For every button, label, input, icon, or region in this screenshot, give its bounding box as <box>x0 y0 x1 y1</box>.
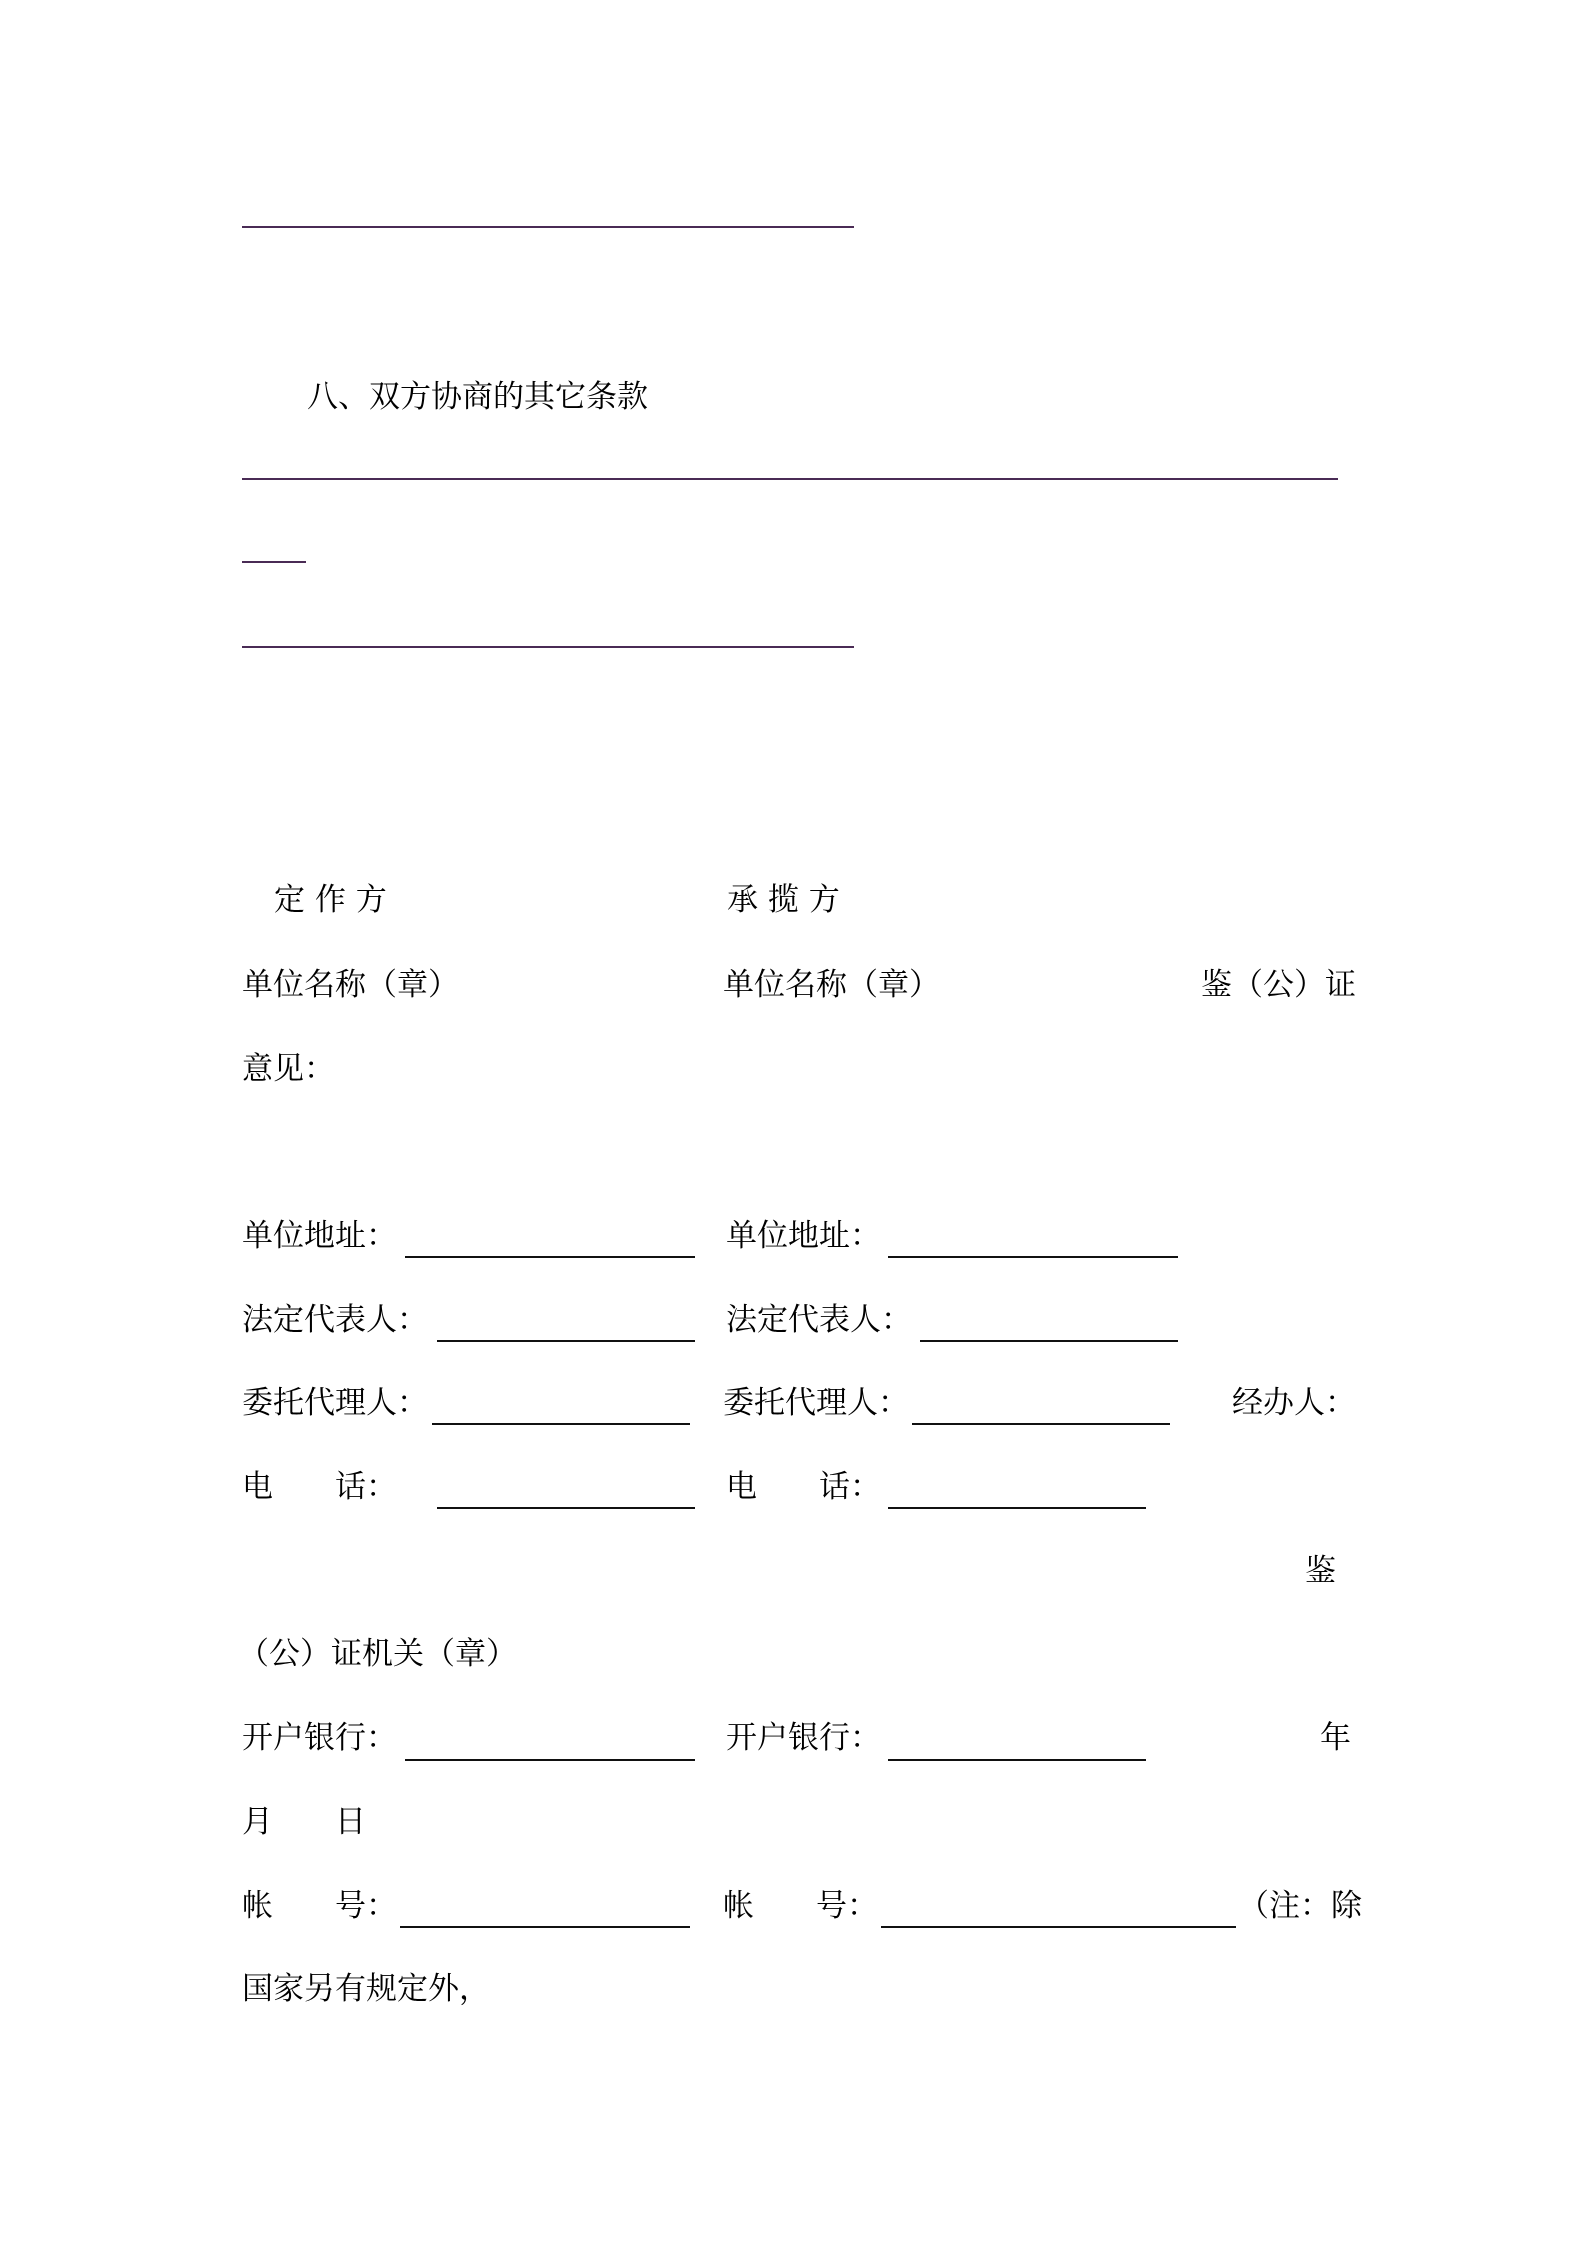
phone-right-field[interactable] <box>888 1507 1146 1509</box>
agent-right-field[interactable] <box>912 1423 1170 1425</box>
section-heading: 八、双方协商的其它条款 <box>307 379 648 415</box>
address-left-label: 单位地址： <box>242 1218 397 1254</box>
address-right-label: 单位地址： <box>726 1218 881 1254</box>
notary-opinion-label-cont: 意见： <box>242 1051 335 1087</box>
note-text: （注：除 <box>1238 1888 1362 1924</box>
agent-left-field[interactable] <box>432 1423 690 1425</box>
blank-line-3 <box>242 561 306 563</box>
agent-right-label: 委托代理人： <box>723 1385 909 1421</box>
contractor-title: 承 揽 方 <box>727 882 840 918</box>
handler-label: 经办人： <box>1232 1385 1356 1421</box>
orderer-title: 定 作 方 <box>274 882 387 918</box>
blank-line-4 <box>242 646 854 648</box>
bank-right-field[interactable] <box>888 1759 1146 1761</box>
legal-rep-left-field[interactable] <box>437 1340 695 1342</box>
account-left-field[interactable] <box>400 1926 690 1928</box>
bank-right-label: 开户银行： <box>726 1720 881 1756</box>
legal-rep-right-label: 法定代表人： <box>726 1302 912 1338</box>
month-day-label: 月 日 <box>242 1804 366 1840</box>
year-label: 年 <box>1320 1720 1351 1756</box>
account-right-field[interactable] <box>881 1926 1236 1928</box>
bank-left-field[interactable] <box>405 1759 695 1761</box>
notary-org-label-cont: （公）证机关（章） <box>238 1636 517 1672</box>
blank-line-1 <box>242 226 854 228</box>
agent-left-label: 委托代理人： <box>242 1385 428 1421</box>
account-right-label: 帐 号： <box>723 1888 878 1924</box>
bank-left-label: 开户银行： <box>242 1720 397 1756</box>
notary-opinion-label: 鉴（公）证 <box>1201 967 1356 1003</box>
address-left-field[interactable] <box>405 1256 695 1258</box>
legal-rep-right-field[interactable] <box>920 1340 1178 1342</box>
phone-left-label: 电 话： <box>242 1469 397 1505</box>
phone-right-label: 电 话： <box>726 1469 881 1505</box>
account-left-label: 帐 号： <box>242 1888 397 1924</box>
legal-rep-left-label: 法定代表人： <box>242 1302 428 1338</box>
unit-name-right-label: 单位名称（章） <box>723 967 940 1003</box>
note-text-cont: 国家另有规定外， <box>242 1971 490 2007</box>
phone-left-field[interactable] <box>437 1507 695 1509</box>
unit-name-left-label: 单位名称（章） <box>242 967 459 1003</box>
notary-org-label: 鉴 <box>1305 1553 1336 1589</box>
address-right-field[interactable] <box>888 1256 1178 1258</box>
blank-line-2 <box>242 478 1338 480</box>
